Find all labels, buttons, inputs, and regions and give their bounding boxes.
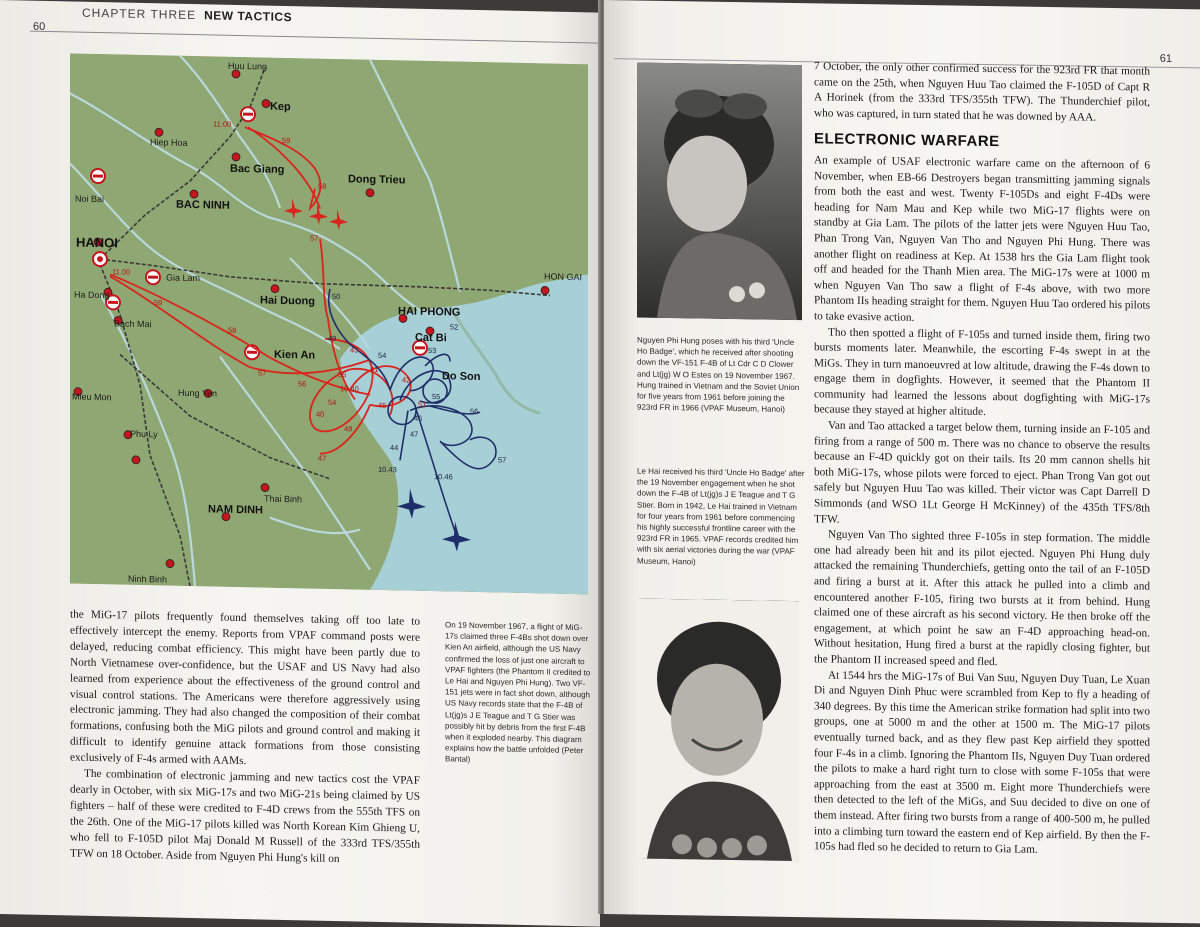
photo2-caption: Le Hai received his third 'Uncle Ho Badge' after the 19 November engagement when he shot down the F-4B of Lt(jg)s J E Teague and T G Stier. Born in 1942, Le Hai trained in Vietnam for four years from 1961 before commencing his highly successful frontline career with the 923rd FR in 1965. VPAF records credited him with six aerial victories during the war (VPAF Museum, Hanoi) [637, 466, 805, 567]
body-paragraph: An example of USAF electronic warfare came on the afternoon of 6 November, when EB-66 Destroyers began transmitting jamming signals from both the east and west. Twenty F-105Ds and eight F-4Ds were heading for Nam Mau and Kep while two MiG-17 flights were on standby at Gia Lam. The pilots of the latter jets were Nguyen Huu Tao, Phan Trong Van, Nguyen Van Tho and Nguyen Phi Hung. There was another flight on readiness at Kep. At 1538 hrs the Gia Lam flight took off and headed for the Thanh Mien area. The MiG-17s were at 1000 m when Nguyen Van Tho saw a flight of F-4s above, with two more Phantom IIs heading straight for them. Nguyen Huu Tao ordered his pilots to take evasive action. [814, 154, 1150, 324]
left-running-header [0, 0, 600, 43]
svg-text:58: 58 [318, 181, 327, 191]
label-nam-dinh: NAM DINH [208, 503, 263, 517]
photo1-caption: Nguyen Phi Hung poses with his third 'Uncle Ho Badge', which he received after shooting down the VF-151 F-4B of Lt Cdr C D Clower and Lt(jg) W O Estes on 19 November 1967. Hung trained in Vietnam and the Soviet Union for five years from 1961 before joining the 923rd FR in 1966 (VPAF Museum, Hanoi) [637, 335, 800, 415]
label-hiep-hoa: Hiep Hoa [150, 137, 188, 148]
chapter-label: CHAPTER THREE [82, 5, 197, 23]
map-caption: On 19 November 1967, a flight of MiG-17s claimed three F-4Bs shot down over Kien An airfield, although the US Navy confirmed the loss of just one aircraft to VPAF fighters (the Phantom II credited to Le Hai and Nguyen Phi Hung). Two VF-151 jets were in fact shot down, although US Navy records state that the F-4B of Lt(jg)s J E Teague and T G Stier was possibly hit by debris from the first F-4B when it exploded nearby. This diagram explains how the battle unfolded (Peter Bantal) [445, 620, 591, 765]
body-paragraph: Nguyen Van Tho sighted three F-105s in step formation. The middle one had already been hit and its pilot ejected. Nguyen Phi Hung duly attacked the remaining Thunderchiefs, getting onto the tail of an F-105D and firing a burst at it. After this attack he pulled into a climb and encountered another F-105, firing two bursts at it from behind. Hung claimed one of these aircraft as his second victory. He then broke off the engagement, at which point he saw an F-4D approaching head-on. Without hesitation, Hung fired a burst at the rapidly closing fighter, but the Phantom II increased speed and fled. [814, 528, 1150, 669]
svg-text:10.40: 10.40 [340, 384, 359, 394]
svg-text:45: 45 [378, 400, 387, 411]
svg-text:47: 47 [410, 429, 419, 439]
svg-text:44: 44 [390, 443, 399, 453]
label-ha-dong: Ha Dong [74, 289, 110, 301]
intro-paragraph: 7 October, the only other confirmed success for the 923rd FR that month came on the 25th, when Nguyen Huu Tao claimed the F-105D of Capt R A Horinek (from the 333rd TFS/355th TFW). The Thunderchief pilot, who was captured, in turn stated that he was downed by AAA. [814, 60, 1150, 124]
right-page [604, 0, 1200, 923]
svg-text:43: 43 [350, 345, 359, 355]
left-page-number: 60 [33, 20, 46, 33]
svg-text:41: 41 [370, 364, 379, 374]
label-gia-lam: Gia Lam [166, 272, 201, 284]
section-label: NEW TACTICS [204, 8, 293, 25]
svg-text:55: 55 [338, 370, 347, 380]
svg-text:59: 59 [154, 298, 163, 308]
label-kep: Kep [270, 100, 291, 114]
svg-text:57: 57 [258, 368, 267, 378]
svg-text:48: 48 [344, 424, 353, 434]
label-phu-ly: Phu Ly [130, 428, 158, 440]
svg-text:57: 57 [498, 455, 507, 465]
label-thai-binh: Thai Binh [264, 493, 303, 505]
header-rule [30, 31, 600, 44]
body-paragraph: the MiG-17 pilots frequently found themselves taking off too late to effectively intercept the enemy. Reports from VPAF command posts were delayed, reducing combat efficiency. This might have been partly due to North Vietnamese over-confidence, but the USAF and US Navy had also learned from experience about the effectiveness of the ground control and visual control stations. The Americans were therefore aggressively using electronic jamming. They had also changed the composition of their combat formations, confusing both the MiG pilots and ground control and making it difficult to identify genuine attack formations from those consisting exclusively of F-4s armed with AAMs. [70, 608, 420, 768]
svg-text:51: 51 [418, 399, 427, 409]
left-body-text [70, 607, 420, 869]
label-ninh-binh: Ninh Binh [128, 573, 168, 585]
svg-text:11.00: 11.00 [213, 119, 232, 129]
label-cat-bi: Cat Bi [415, 331, 447, 345]
label-hon-gai: HON GAI [544, 271, 583, 283]
svg-text:56: 56 [298, 379, 307, 389]
svg-text:11.00: 11.00 [112, 267, 131, 277]
svg-text:10.43: 10.43 [378, 464, 397, 475]
svg-text:42: 42 [402, 375, 411, 385]
chapter-title [82, 6, 292, 24]
svg-text:54: 54 [328, 397, 337, 408]
svg-text:57: 57 [310, 233, 319, 243]
right-page-number: 61 [1159, 52, 1172, 65]
label-mieu-mon: Mieu Mon [72, 391, 112, 403]
body-paragraph: Tho then spotted a flight of F-105s and turned inside them, firing two bursts moments later. Meanwhile, the escorting F-4s swept in at the MiGs. They in turn manoeuvred at low altitude, drawing the F-4s down to engage them in dogfights. However, it seemed that the Phantom II community had learned the lessons about dogfighting with MiG-17s because they stayed at higher altitude. [814, 326, 1150, 419]
label-huu-lung: Huu Lung [228, 60, 268, 72]
label-noi-bai: Noi Bai [75, 193, 105, 205]
svg-text:59: 59 [282, 135, 291, 146]
label-dong-trieu: Dong Trieu [348, 173, 406, 187]
battle-map [70, 53, 588, 594]
svg-text:46: 46 [414, 413, 423, 423]
body-paragraph: The combination of electronic jamming and new tactics cost the VPAF dearly in October, with six MiG-17s and two MiG-21s being claimed by US fighters – half of these were credited to F-4D crews from the 555th TFS on the 26th. One of the MiG-17 pilots killed was North Korean Kim Ghieng U, who fell to F-105D pilot Maj Donald M Russell of the 333rd TFS/355th TFW on 18 October. Aside from Nguyen Phi Hung's kill on [70, 767, 420, 865]
section-heading: ELECTRONIC WARFARE [814, 130, 1000, 151]
label-kien-an: Kien An [274, 348, 316, 362]
svg-text:53: 53 [428, 345, 437, 356]
label-hanoi: HANOI [76, 234, 118, 251]
body-paragraph: At 1544 hrs the MiG-17s of Bui Van Suu, Nguyen Duy Tuan, Le Xuan Di and Nguyen Dinh Phuc were scrambled from Kep to fly a heading of 340 degrees. By this time the American strike formation had split into two groups, one at 5000 m and the other at 1500 m. The MiG-17 pilots eventually turned back, and as they flew past Kep airfield they spotted four F-4s in a climb. Ignoring the Phantom IIs, Nguyen Duy Tuan ordered the pilots to make a hard right turn to close with some F-105s that were approaching from the east at 3500 m. Eight more Thunderchiefs were then detected to the left of the MiGs, and Suu decided to dive on one of them instead. After firing two bursts from a range of 400-500 m, he pulled into a climbing turn toward the eastern end of Kep airfield. By then the F-105s had fled so he decided to return to Gia Lam. [814, 669, 1151, 856]
pilot-photo-nguyen-phi-hung [637, 63, 802, 321]
right-body-text [814, 59, 1150, 860]
svg-text:56: 56 [470, 406, 479, 417]
label-bac-giang: Bac Giang [230, 162, 285, 176]
label-do-son: Do Son [442, 370, 481, 384]
battle-map-graphic [70, 53, 588, 594]
label-bach-mai: Bach Mai [114, 318, 152, 330]
label-bac-ninh: BAC NINH [176, 198, 230, 212]
svg-text:47: 47 [318, 453, 327, 463]
svg-text:52: 52 [450, 322, 459, 332]
svg-text:49: 49 [328, 333, 337, 344]
pilot-photo-le-hai [637, 599, 799, 862]
label-hai-duong: Hai Duong [260, 294, 315, 308]
label-hai-phong: HAI PHONG [398, 305, 461, 319]
svg-text:50: 50 [332, 291, 341, 302]
body-paragraph: Van and Tao attacked a target below them, turning inside an F-105 and firing from a range of 500 m. There was no chance to observe the results because an F-4D quickly got on their tails. Its 20 mm cannon shells hit both MiG-17s, whose pilots were forced to eject. Phan Trong Van got out safely but Nguyen Huu Tao was killed. Their victor was Capt Darrell D Simmonds (and WSO 1Lt George H McKinney) of the 435th TFS/8th TFW. [814, 419, 1150, 526]
svg-text:58: 58 [228, 325, 237, 335]
svg-text:40: 40 [316, 409, 325, 419]
svg-text:55: 55 [432, 392, 441, 402]
label-hung-yen: Hung Yen [178, 387, 218, 399]
svg-text:54: 54 [378, 350, 387, 361]
svg-text:10.46: 10.46 [434, 472, 453, 482]
